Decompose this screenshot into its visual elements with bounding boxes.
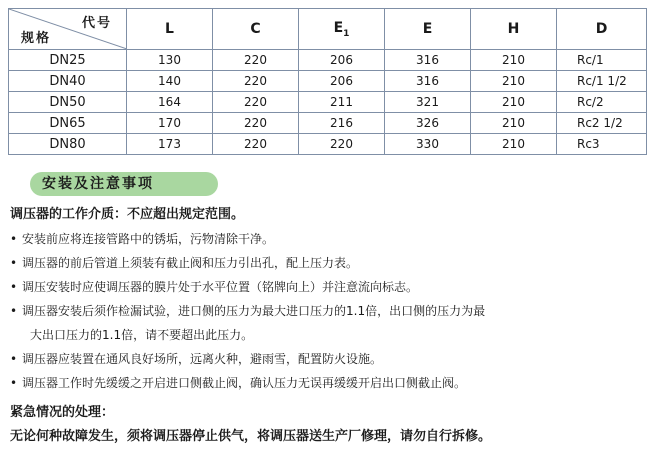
list-item-text: 调压器的前后管道上须装有截止阀和压力引出孔，配上压力表。: [22, 256, 359, 270]
cell-l: 170: [127, 113, 213, 134]
cell-l: 130: [127, 50, 213, 71]
cell-d: Rc/1: [557, 50, 647, 71]
cell-e: 326: [385, 113, 471, 134]
list-item: [10, 275, 644, 299]
cell-e1: 206: [299, 50, 385, 71]
emergency-title: 紧急情况的处理：: [10, 405, 115, 420]
cell-c: 220: [213, 50, 299, 71]
bullet-dot: •: [10, 232, 18, 246]
cell-h: 210: [471, 113, 557, 134]
table-row: [9, 50, 647, 71]
list-item-text: 调压器应装置在通风良好场所，远离火种，避雨雪，配置防火设施。: [22, 352, 383, 366]
cell-h: 210: [471, 71, 557, 92]
list-item-text: 安装前应将连接管路中的锈垢，污物清除干净。: [22, 232, 275, 246]
header-row: [9, 9, 647, 50]
cell-e: 321: [385, 92, 471, 113]
cell-dn: DN65: [9, 113, 127, 134]
cell-c: 220: [213, 113, 299, 134]
spec-table: [8, 8, 647, 155]
cell-d: Rc/2: [557, 92, 647, 113]
header-e1: [299, 9, 385, 50]
list-item: [10, 299, 644, 323]
header-e1-subscript: 1: [343, 28, 350, 39]
cell-h: 210: [471, 92, 557, 113]
list-item-text: 调压器工作时先缓缓之开启进口侧截止阀，确认压力无误再缓缓开启出口侧截止阀。: [22, 376, 467, 390]
cell-e1: 216: [299, 113, 385, 134]
cell-l: 140: [127, 71, 213, 92]
bullet-dot: •: [10, 256, 18, 270]
cell-h: 210: [471, 134, 557, 155]
bullet-dot: •: [10, 352, 18, 366]
bullet-dot: •: [10, 304, 18, 318]
cell-c: 220: [213, 71, 299, 92]
cell-dn: DN25: [9, 50, 127, 71]
header-d: D: [557, 9, 647, 50]
cell-e: 316: [385, 50, 471, 71]
table-row: [9, 134, 647, 155]
list-item: [10, 347, 644, 371]
bullet-dot: •: [10, 280, 18, 294]
cell-dn: DN40: [9, 71, 127, 92]
list-item: [10, 371, 644, 395]
header-e1-label: E: [333, 19, 344, 36]
cell-e1: 220: [299, 134, 385, 155]
cell-l: 164: [127, 92, 213, 113]
header-e: E: [385, 9, 471, 50]
corner-code-label: 代号: [81, 16, 112, 31]
table-row: [9, 113, 647, 134]
list-item: [10, 251, 644, 275]
list-item-text: 调压器安装后须作检漏试验，进口侧的压力为最大进口压力的1.1倍，出口侧的压力为最: [22, 304, 486, 318]
cell-h: 210: [471, 50, 557, 71]
table-row: [9, 92, 647, 113]
cell-d: Rc2 1/2: [557, 113, 647, 134]
list-item-continuation: 大出口压力的1.1倍，请不要超出此压力。: [30, 328, 254, 342]
cell-e1: 206: [299, 71, 385, 92]
table-row: [9, 71, 647, 92]
cell-c: 220: [213, 92, 299, 113]
cell-dn: DN80: [9, 134, 127, 155]
corner-cell: [9, 9, 127, 50]
corner-spec-label: 规格: [21, 31, 52, 46]
cell-e: 316: [385, 71, 471, 92]
cell-e: 330: [385, 134, 471, 155]
cell-c: 220: [213, 134, 299, 155]
list-item-text: 调压安装时应使调压器的膜片处于水平位置（铭牌向上）并注意流向标志。: [22, 280, 419, 294]
header-l: L: [127, 9, 213, 50]
cell-e1: 211: [299, 92, 385, 113]
notes-block: [10, 203, 644, 449]
emergency-text: 无论何种故障发生，须将调压器停止供气，将调压器送生产厂修理，请勿自行拆修。: [10, 429, 492, 444]
cell-l: 173: [127, 134, 213, 155]
section-heading: 安装及注意事项: [30, 172, 218, 196]
bullet-dot: •: [10, 376, 18, 390]
header-c: C: [213, 9, 299, 50]
list-item: [10, 227, 644, 251]
header-h: H: [471, 9, 557, 50]
cell-dn: DN50: [9, 92, 127, 113]
cell-d: Rc/1 1/2: [557, 71, 647, 92]
cell-d: Rc3: [557, 134, 647, 155]
medium-note: 调压器的工作介质：不应超出规定范围。: [10, 207, 245, 222]
